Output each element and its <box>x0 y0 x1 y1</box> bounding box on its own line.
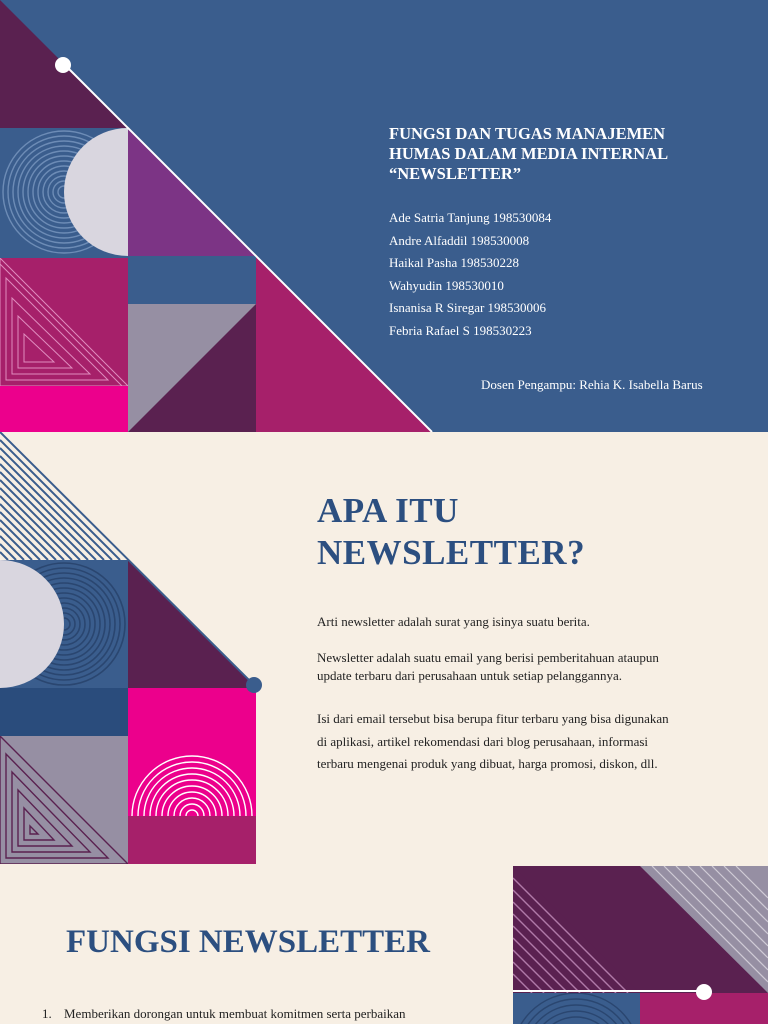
paragraph-3: Isi dari email tersebut bisa berupa fitur terbaru yang bisa digunakan di aplikasi, artikel rekomendasi dari blog perusahaan, informasi terbaru mengenai produk yang dibuat, harga promosi, diskon, dll. <box>317 711 669 771</box>
list-number: 1. <box>42 1006 52 1021</box>
dot-marker <box>55 57 71 73</box>
member-list <box>389 208 689 343</box>
member-name: Isnanisa R Siregar 198530006 <box>389 300 547 315</box>
presentation-title: FUNGSI DAN TUGAS MANAJEMEN HUMAS DALAM MEDIA INTERNAL “NEWSLETTER” <box>389 124 669 183</box>
slide-title <box>0 0 768 432</box>
paragraph-2: Newsletter adalah suatu email yang berisi pemberitahuan ataupun update terbaru dari perusahaan untuk setiap pelanggannya. <box>317 650 659 683</box>
member-name: Wahyudin 198530010 <box>389 277 504 293</box>
member-name: Ade Satria Tanjung 198530084 <box>389 210 552 225</box>
list-item <box>42 1005 406 1023</box>
member-name: Haikal Pasha 198530228 <box>389 255 519 270</box>
lecturer-name: Dosen Pengampu: Rehia K. Isabella Barus <box>481 377 703 392</box>
section-heading: APA ITU NEWSLETTER? <box>317 491 586 572</box>
dot-marker <box>246 677 262 693</box>
slide-newsletter-functions <box>0 864 768 1024</box>
member-name: Andre Alfaddil 198530008 <box>389 232 530 248</box>
member-name: Febria Rafael S 198530223 <box>389 322 532 338</box>
dot-marker <box>696 984 712 1000</box>
slide-what-is-newsletter <box>0 432 768 864</box>
paragraph-1: Arti newsletter adalah surat yang isinya suatu berita. <box>317 614 590 629</box>
section-heading: FUNGSI NEWSLETTER <box>66 924 431 960</box>
list-text: Memberikan dorongan untuk membuat komitmen serta perbaikan <box>64 1006 406 1021</box>
